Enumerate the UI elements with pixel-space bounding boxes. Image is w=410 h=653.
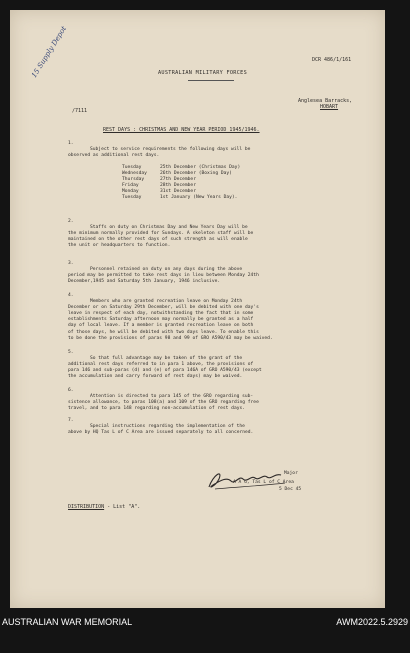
footer-institution: AUSTRALIAN WAR MEMORIAL xyxy=(2,617,133,627)
paragraph-line: leave in respect of each day, notwithstanding the fact that in some xyxy=(68,311,254,317)
rest-days-list xyxy=(122,165,240,202)
rest-day-name: Wednesday xyxy=(122,171,147,177)
paragraph-line: travel, and to para 148 regarding non-accumulation of rest days. xyxy=(68,406,246,412)
paragraph-line: sistence allowance, to paras 108(a) and 109 of the GRO regarding free xyxy=(68,400,259,406)
paragraph-line: the unit or headquarters to function. xyxy=(68,243,171,249)
location-line-2: HOBART xyxy=(320,104,339,110)
rest-day-name: Thursday xyxy=(122,177,145,183)
heading-rule xyxy=(188,80,234,81)
paragraph-line: Members who are granted recreation leave on Monday 24th xyxy=(90,299,243,305)
paragraph-line: Attention is directed to para 145 of the GRO regarding sub- xyxy=(90,394,254,400)
distribution-line xyxy=(68,504,140,510)
paragraph-line: maintained on the other rest days of such strength as will enable xyxy=(68,237,248,243)
document-reference: DCR 486/1/161 xyxy=(312,57,352,63)
paragraph-line: period may be permitted to take rest days in lieu between Monday 24th xyxy=(68,273,259,279)
handwritten-note: 15 Supply Depot xyxy=(30,24,69,80)
signature-rank: Major xyxy=(284,471,298,476)
paragraph-line: the minimum normally provided for Sundays. A skeleton staff will be xyxy=(68,231,254,237)
subject-line: REST DAYS : CHRISTMAS AND NEW YEAR PERIOD 1945/1946. xyxy=(103,127,260,133)
paragraph-1 xyxy=(68,141,250,159)
paragraph-7 xyxy=(68,418,253,436)
paragraph-number: 2. xyxy=(68,219,74,224)
paragraph-number: 6. xyxy=(68,388,74,393)
rest-day-name: Tuesday xyxy=(122,165,142,170)
rest-day-date: 28th December xyxy=(160,183,196,189)
paragraph-number: 5. xyxy=(68,350,74,355)
rest-day-date: 1st January (New Years Day). xyxy=(160,195,238,201)
paragraph-3 xyxy=(68,261,259,285)
paragraph-line: of those days, he will be debited with two days leave. To enable this xyxy=(68,329,259,335)
paragraph-line: day of local leave. If a member is granted recreation leave on both xyxy=(68,323,254,329)
rest-day-name: Monday xyxy=(122,189,139,195)
signature-date: 5 Dec 45 xyxy=(279,487,302,492)
paragraph-line: additional rest days referred to in para 1 above, the provisions of xyxy=(68,362,254,368)
distribution-value: - List "A". xyxy=(104,504,141,510)
paragraph-line: Subject to service requirements the following days will be xyxy=(90,147,251,153)
paragraph-line: to be done the provisions of paras 98 and 99 of GRO A590/43 may be waived. xyxy=(68,335,273,341)
paragraph-number: 3. xyxy=(68,261,74,266)
paragraph-line: December or on Saturday 29th December, will be debited with one day's xyxy=(68,305,259,311)
rest-day-date: 26th December (Boxing Day) xyxy=(160,171,232,177)
signature-drawing xyxy=(205,465,290,493)
signature-scribble xyxy=(205,465,290,493)
document-heading: AUSTRALIAN MILITARY FORCES xyxy=(158,70,248,76)
signature-title: A A G, Tas L of C Area xyxy=(233,480,294,485)
paragraph-line: the accumulation and carry forward of rest days) may be waived. xyxy=(68,374,243,380)
paragraph-line: So that full advantage may be taken of the grant of the xyxy=(90,356,243,362)
paragraph-line: Staffs on duty on Christmas Day and New Years Day will be xyxy=(90,225,248,231)
rest-day-name: Tuesday xyxy=(122,195,142,201)
paragraph-line: establishments Saturday afternoon may normally be granted as a half xyxy=(68,317,254,323)
rest-day-row xyxy=(122,195,240,201)
file-reference: /7111 xyxy=(72,108,88,114)
rest-day-date: 27th December xyxy=(160,177,196,183)
paragraph-number: 1. xyxy=(68,141,74,146)
paragraph-2 xyxy=(68,219,253,249)
paragraph-4 xyxy=(68,293,273,342)
paragraph-line: December,1945 and Saturday 5th January, 1946 inclusive. xyxy=(68,279,221,285)
rest-day-name: Friday xyxy=(122,183,139,189)
paragraph-6 xyxy=(68,388,259,412)
footer-accession-number: AWM2022.5.2929 xyxy=(336,617,408,627)
paragraph-line: above by HQ Tas L of C Area are issued separately to all concerned. xyxy=(68,430,254,436)
paragraph-line: para 146 and sub-paras (d) and (e) of para 146A of GRO A590/43 (except xyxy=(68,368,262,374)
paragraph-5 xyxy=(68,350,262,380)
paragraph-line: observed as additional rest days. xyxy=(68,153,160,159)
rest-day-date: 25th December (Christmas Day) xyxy=(160,165,241,170)
document-page xyxy=(10,10,385,608)
paragraph-line: Personnel retained on duty on any days during the above xyxy=(90,267,243,273)
paragraph-number: 7. xyxy=(68,418,74,423)
paragraph-number: 4. xyxy=(68,293,74,298)
paragraph-line: Special instructions regarding the implementation of the xyxy=(90,424,245,430)
rest-day-date: 31st December xyxy=(160,189,196,195)
location-line-1: Anglesea Barracks, xyxy=(298,98,353,104)
distribution-label: DISTRIBUTION xyxy=(68,504,105,510)
